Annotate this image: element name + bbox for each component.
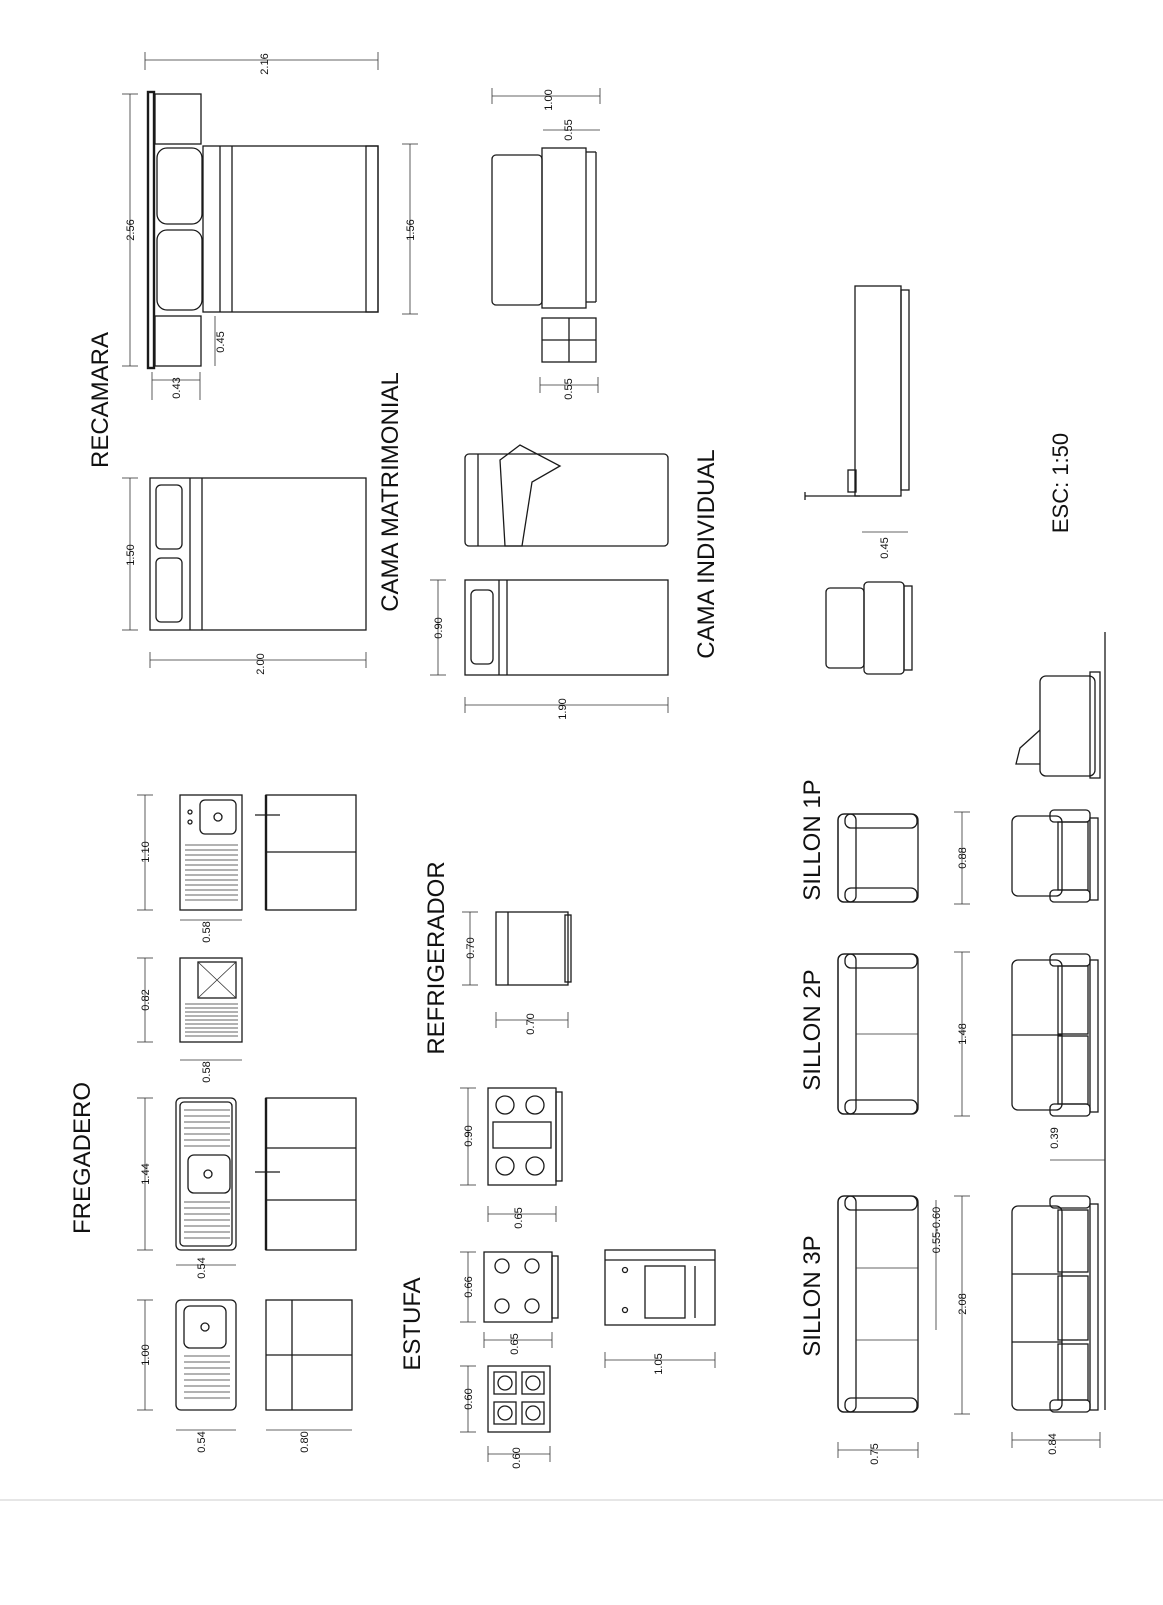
- dim-0-55-top: 0.55: [563, 119, 575, 141]
- sillon-3p-group: [838, 1196, 1100, 1465]
- title-fregadero: FREGADERO: [69, 1081, 96, 1235]
- dim-0-82: 0.82: [140, 989, 152, 1011]
- dim-1-48: 1.48: [957, 1023, 969, 1045]
- drainboard-lines: [185, 845, 238, 900]
- dim-1-00-buro: 1.00: [543, 89, 555, 111]
- dim-2-16: 2.16: [259, 53, 271, 75]
- dim-0-39: 0.39: [1049, 1127, 1061, 1149]
- dim-1-90: 1.90: [557, 698, 569, 720]
- dim-0-43: 0.43: [171, 377, 183, 399]
- dim-0-45: 0.45: [215, 331, 227, 353]
- title-sillon-3p: SILLON 3P: [799, 1235, 826, 1357]
- dim-2-56: 2.56: [125, 219, 137, 241]
- dim-0-65-a: 0.65: [513, 1207, 525, 1229]
- dim-0-84: 0.84: [1047, 1433, 1059, 1455]
- dim-0-60-b: 0.60: [511, 1447, 523, 1469]
- dim-0-54-a: 0.54: [196, 1257, 208, 1279]
- dim-2-00: 2.00: [255, 653, 267, 675]
- dim-0-75: 0.75: [869, 1443, 881, 1465]
- dim-1-00-freg: 1.00: [140, 1344, 152, 1366]
- cama-individual-group: [430, 445, 668, 720]
- dim-0-90-estufa: 0.90: [463, 1125, 475, 1147]
- title-cama-matrimonial: CAMA MATRIMONIAL: [377, 372, 404, 612]
- estufa-group: [460, 1088, 715, 1469]
- dim-0-45-sillon: 0.45: [879, 537, 891, 559]
- title-estufa: ESTUFA: [399, 1277, 426, 1371]
- title-sillon-1p: SILLON 1P: [799, 779, 826, 901]
- dim-1-50: 1.50: [125, 544, 137, 566]
- dim-0-54-b: 0.54: [196, 1431, 208, 1453]
- dim-0-70-a: 0.70: [465, 937, 477, 959]
- refrigerador-group: [462, 912, 571, 1035]
- sillon-1p-group: [838, 810, 1098, 904]
- dim-0-58-b: 0.58: [201, 1061, 213, 1083]
- title-refrigerador: REFRIGERADOR: [423, 861, 450, 1055]
- dim-1-56: 1.56: [405, 219, 417, 241]
- sillon-2p-group: [838, 952, 1105, 1160]
- drainboard-lines-4: [184, 1356, 230, 1398]
- recamara-group: [122, 52, 418, 400]
- cama-matrimonial-group: [122, 478, 366, 675]
- title-cama-individual: CAMA INDIVIDUAL: [693, 449, 720, 659]
- dim-0-90-cama: 0.90: [433, 617, 445, 639]
- dim-1-44: 1.44: [140, 1163, 152, 1185]
- dim-0-65-b: 0.65: [509, 1333, 521, 1355]
- dim-0-66: 0.66: [463, 1276, 475, 1298]
- dim-0-55-bottom: 0.55: [563, 378, 575, 400]
- fregadero-group: [137, 795, 356, 1453]
- dim-0-58-a: 0.58: [201, 921, 213, 943]
- drainboard-lines-3: [184, 1110, 230, 1238]
- dim-0-55-0-60: 0.55-0.60: [931, 1206, 943, 1254]
- dim-0-70-b: 0.70: [525, 1013, 537, 1035]
- dim-1-10: 1.10: [140, 841, 152, 863]
- dim-0-88: 0.88: [957, 847, 969, 869]
- dim-0-60-a: 0.60: [463, 1388, 475, 1410]
- scale-label: ESC: 1:50: [1048, 432, 1073, 534]
- dim-0-80: 0.80: [299, 1431, 311, 1453]
- title-recamara: RECAMARA: [87, 331, 114, 469]
- buro-elevation-group: [492, 88, 600, 400]
- title-sillon-2p: SILLON 2P: [799, 969, 826, 1091]
- drainboard-lines-2: [185, 1004, 238, 1036]
- dim-1-05: 1.05: [653, 1353, 665, 1375]
- dim-2-08: 2.08: [957, 1293, 969, 1315]
